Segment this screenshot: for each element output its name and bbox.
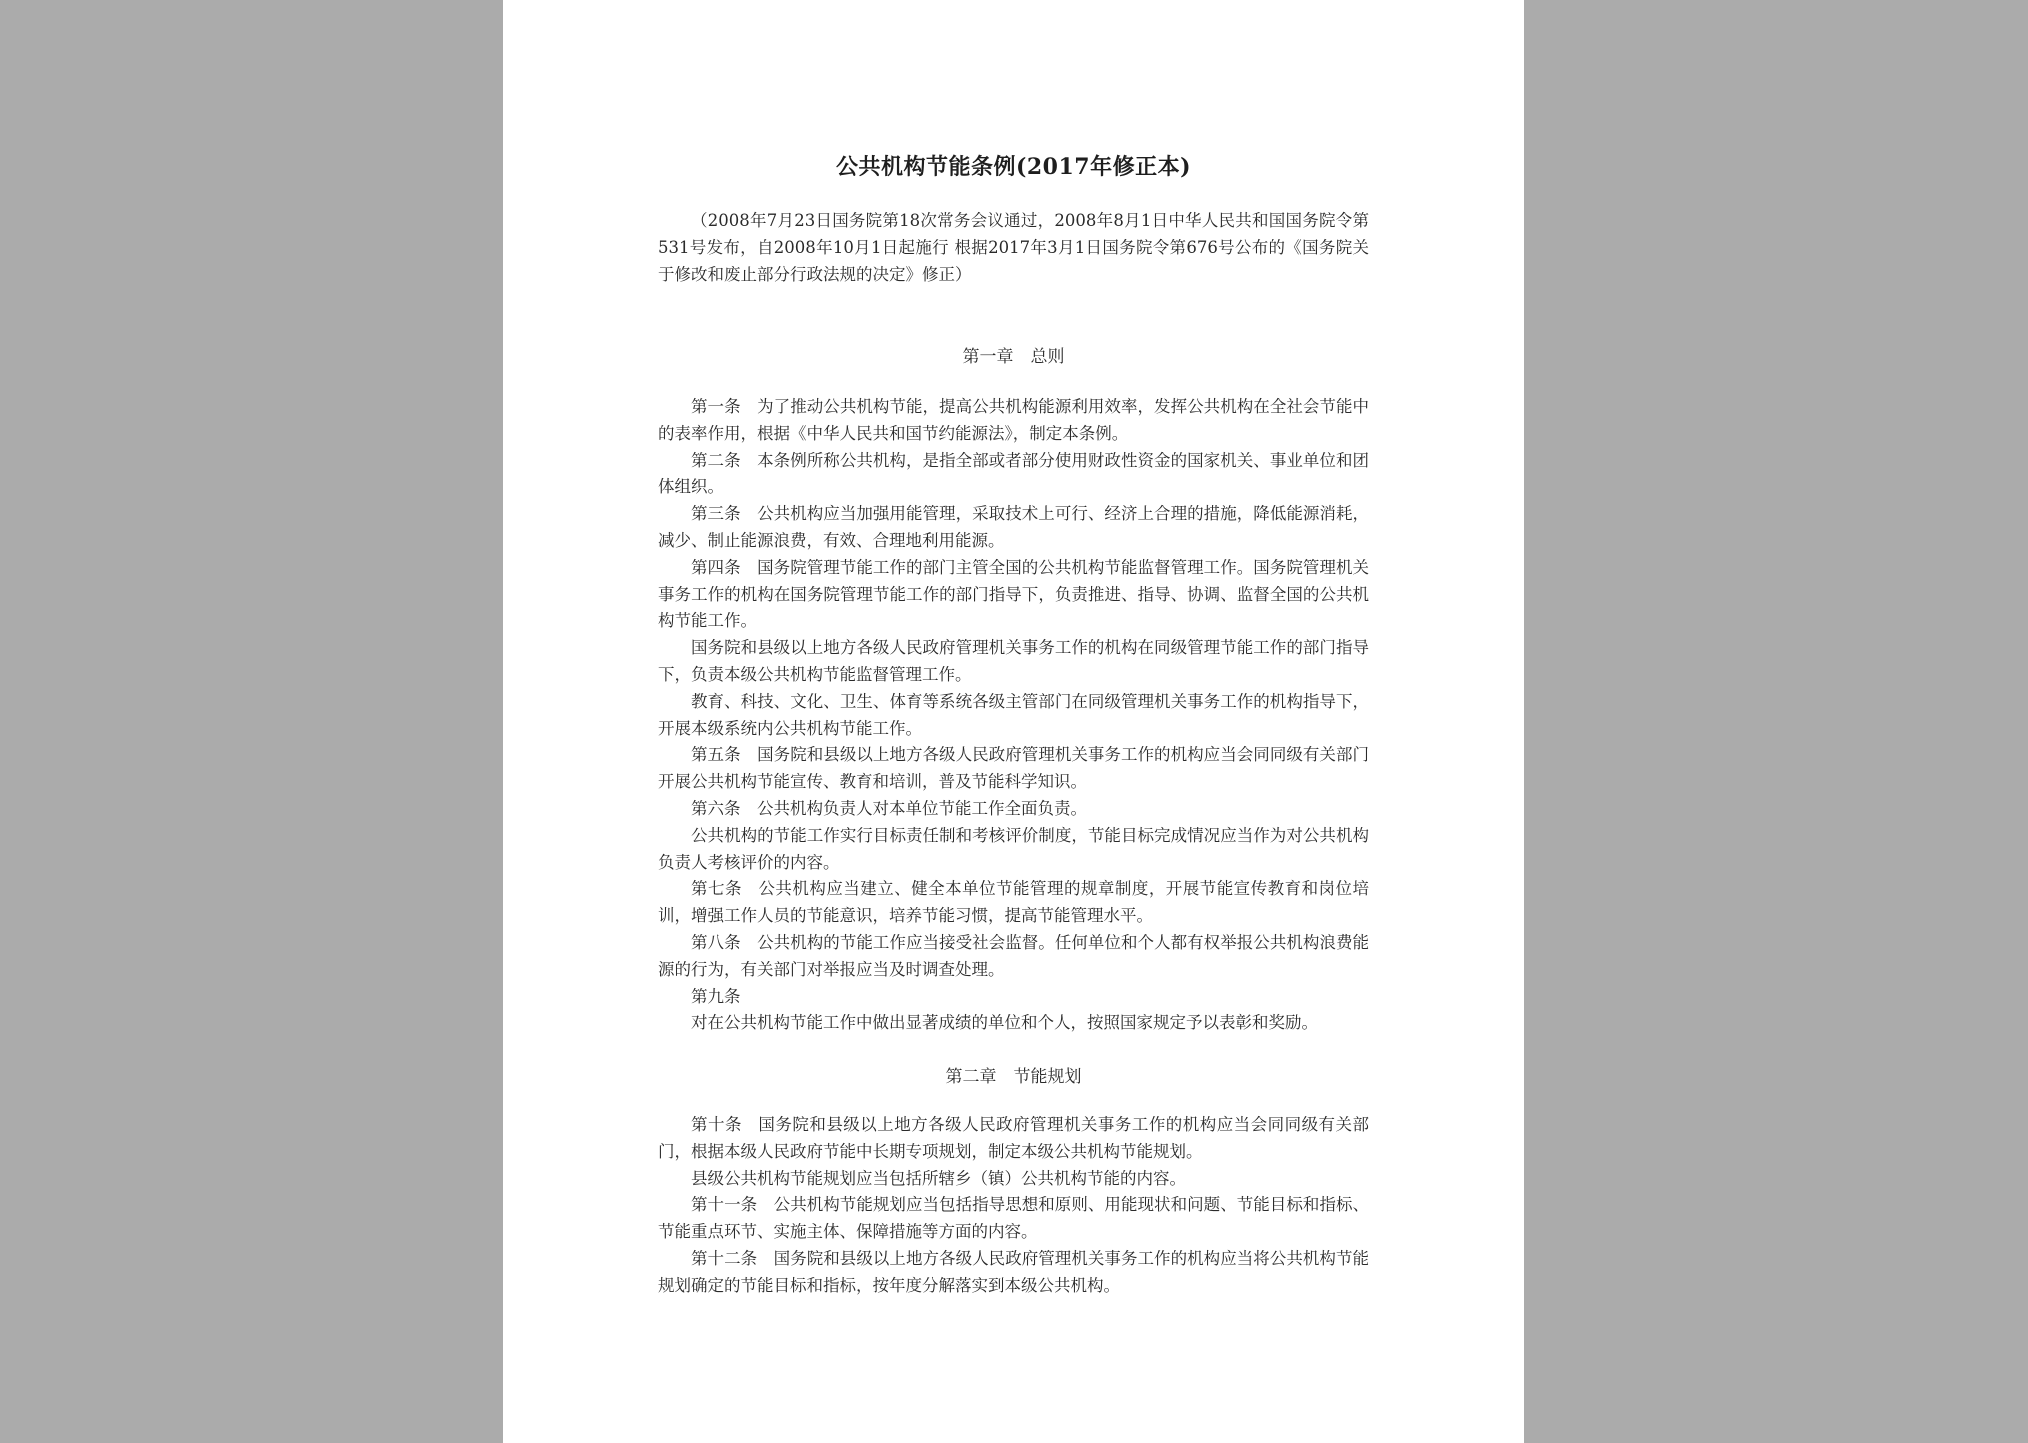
article-paragraph <box>658 1192 1369 1246</box>
document-title: 公共机构节能条例(2017年修正本) <box>835 154 1192 180</box>
article-paragraph <box>658 984 1369 1011</box>
chapter-2-body <box>658 1112 1369 1300</box>
article-paragraph <box>658 1010 1369 1037</box>
article-paragraph <box>658 742 1369 796</box>
article-text: 国务院和县级以上地方各级人民政府管理机关事务工作的机构应当将公共机构节能规划确定的节能目标和指标，按年度分解落实到本级公共机构。 <box>658 1248 1370 1295</box>
article-text: 为了推动公共机构节能，提高公共机构能源利用效率，发挥公共机构在全社会节能中的表率作用，根据《中华人民共和国节约能源法》，制定本条例。 <box>658 397 1370 443</box>
article-label: 第二条 <box>691 450 741 470</box>
article-text: 国务院和县级以上地方各级人民政府管理机关事务工作的机构应当会同同级有关部门，根据本级人民政府节能中长期专项规划，制定本级公共机构节能规划。 <box>658 1115 1370 1161</box>
chapter-heading-1: 第一章 总则 <box>962 347 1065 367</box>
article-paragraph <box>658 1246 1369 1300</box>
enactment-note <box>658 208 1369 288</box>
article-text: 对在公共机构节能工作中做出显著成绩的单位和个人，按照国家规定予以表彰和奖励。 <box>691 1013 1318 1033</box>
document-page <box>503 0 1524 1443</box>
article-paragraph <box>658 1166 1369 1193</box>
article-text: 公共机构应当建立、健全本单位节能管理的规章制度，开展节能宣传教育和岗位培训，增强工作人员的节能意识，培养节能习惯，提高节能管理水平。 <box>658 879 1370 926</box>
article-paragraph <box>658 930 1369 984</box>
article-text: 公共机构应当加强用能管理，采取技术上可行、经济上合理的措施，降低能源消耗，减少、制止能源浪费，有效、合理地利用能源。 <box>658 504 1370 550</box>
article-paragraph <box>658 876 1369 930</box>
article-text: 公共机构的节能工作应当接受社会监督。任何单位和个人都有权举报公共机构浪费能源的行为，有关部门对举报应当及时调查处理。 <box>658 932 1370 979</box>
enactment-note-text: （2008年7月23日国务院第18次常务会议通过，2008年8月1日中华人民共和国国务院令第531号发布，自2008年10月1日起施行 根据2017年3月1日国务院令第676号公布的《国务院关于修改和废止部分行政法规的决定》修正） <box>658 211 1369 284</box>
article-label: 第三条 <box>691 504 741 524</box>
article-paragraph <box>658 796 1369 823</box>
article-text: 国务院和县级以上地方各级人民政府管理机关事务工作的机构应当会同同级有关部门开展公共机构节能宣传、教育和培训，普及节能科学知识。 <box>658 745 1370 792</box>
article-paragraph <box>658 394 1369 448</box>
chapter-1-body <box>658 394 1369 1037</box>
article-paragraph <box>658 823 1369 877</box>
article-label: 第八条 <box>691 932 741 952</box>
article-paragraph <box>658 635 1369 689</box>
article-text: 国务院管理节能工作的部门主管全国的公共机构节能监督管理工作。国务院管理机关事务工作的机构在国务院管理节能工作的部门指导下，负责推进、指导、协调、监督全国的公共机构节能工作。 <box>658 557 1370 631</box>
article-paragraph <box>658 501 1369 555</box>
article-label: 第六条 <box>691 798 741 818</box>
article-paragraph <box>658 1112 1369 1166</box>
article-text: 本条例所称公共机构，是指全部或者部分使用财政性资金的国家机关、事业单位和团体组织。 <box>658 450 1370 497</box>
article-label: 第七条 <box>691 879 742 899</box>
article-text: 县级公共机构节能规划应当包括所辖乡（镇）公共机构节能的内容。 <box>691 1168 1186 1188</box>
article-label: 第五条 <box>691 745 741 765</box>
article-text: 国务院和县级以上地方各级人民政府管理机关事务工作的机构在同级管理节能工作的部门指导下，负责本级公共机构节能监督管理工作。 <box>658 638 1369 684</box>
article-label: 第九条 <box>691 986 741 1006</box>
article-label: 第四条 <box>691 557 741 577</box>
article-paragraph <box>658 448 1369 502</box>
article-text: 教育、科技、文化、卫生、体育等系统各级主管部门在同级管理机关事务工作的机构指导下，开展本级系统内公共机构节能工作。 <box>658 691 1369 738</box>
article-label: 第十一条 <box>691 1195 758 1215</box>
article-label: 第十二条 <box>691 1248 758 1268</box>
article-paragraph <box>658 555 1369 635</box>
article-text: 公共机构的节能工作实行目标责任制和考核评价制度，节能目标完成情况应当作为对公共机构负责人考核评价的内容。 <box>658 825 1369 872</box>
article-label: 第一条 <box>691 397 741 416</box>
article-text: 公共机构节能规划应当包括指导思想和原则、用能现状和问题、节能目标和指标、节能重点环节、实施主体、保障措施等方面的内容。 <box>658 1195 1370 1242</box>
article-text: 公共机构负责人对本单位节能工作全面负责。 <box>757 798 1087 818</box>
article-label: 第十条 <box>691 1115 742 1134</box>
chapter-heading-2: 第二章 节能规划 <box>945 1067 1082 1087</box>
article-paragraph <box>658 689 1369 743</box>
